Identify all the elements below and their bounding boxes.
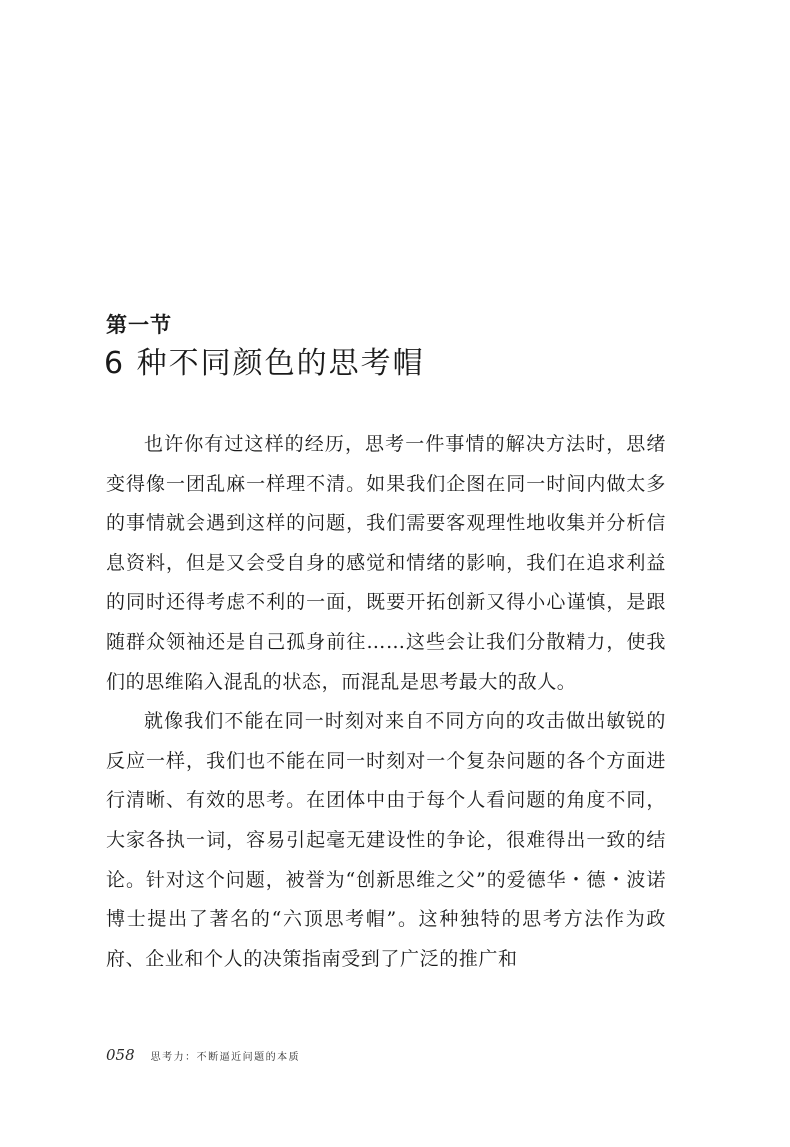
paragraph-1: 也许你有过这样的经历，思考一件事情的解决方法时，思绪变得像一团乱麻一样理不清。如果我们企图在同一时间内做太多的事情就会遇到这样的问题，我们需要客观理性地收集并分析信息资料，但是又会受自身的感觉和情绪的影响，我们在追求利益的同时还得考虑不利的一面，既要开拓创新又得小心谨慎，是跟随群众领袖还是自己孤身前往……这些会让我们分散精力，使我们的思维陷入混乱的状态，而混乱是思考最大的敌人。 xyxy=(106,433,666,693)
running-head: 思考力：不断逼近问题的本质 xyxy=(150,1052,301,1063)
page-footer xyxy=(106,1046,300,1066)
body-text xyxy=(106,425,666,979)
page-number: 058 xyxy=(106,1046,135,1064)
section-title: 6 种不同颜色的思考帽 xyxy=(104,346,425,381)
section-label: 第一节 xyxy=(106,313,172,337)
paragraph-2: 就像我们不能在同一时刻对来自不同方向的攻击做出敏锐的反应一样，我们也不能在同一时刻对一个复杂问题的各个方面进行清晰、有效的思考。在团体中由于每个人看问题的角度不同，大家各执一词，容易引起毫无建设性的争论，很难得出一致的结论。针对这个问题，被誉为“创新思维之父”的爱德华・德・波诺博士提出了著名的“六顶思考帽”。这种独特的思考方法作为政府、企业和个人的决策指南受到了广泛的推广和 xyxy=(106,710,666,970)
